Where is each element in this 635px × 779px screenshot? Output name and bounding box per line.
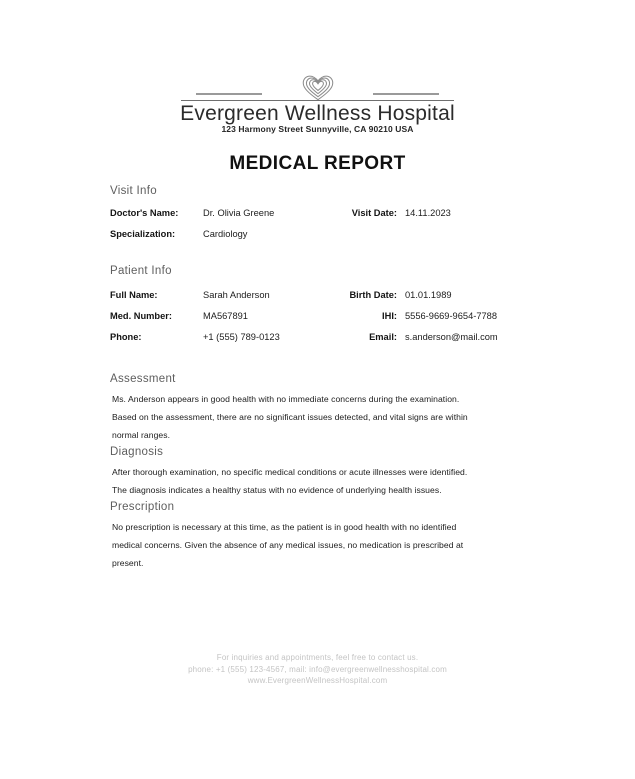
heart-icon [300,74,336,102]
assessment-text-line-2: Based on the assessment, there are no significant issues detected, and vital signs are within [112,412,468,422]
email-label: Email: [369,332,397,342]
ihi-label: IHI: [382,311,397,321]
hospital-address: 123 Harmony Street Sunnyville, CA 90210 USA [221,124,414,134]
visit-date-value: 14.11.2023 [405,208,451,218]
phone-value: +1 (555) 789-0123 [203,332,280,342]
assessment-text-line-3: normal ranges. [112,430,171,440]
doctor-name-label: Doctor's Name: [110,208,179,218]
field-row-email [0,332,635,346]
assessment-text-line-1: Ms. Anderson appears in good health with no immediate concerns during the examination. [112,394,460,404]
full-name-label: Full Name: [110,290,158,300]
footer-website: www.EvergreenWellnessHospital.com [247,676,388,685]
hospital-name: Evergreen Wellness Hospital [180,102,455,125]
section-heading-assessment: Assessment [110,373,176,385]
diagnosis-text-line-1: After thorough examination, no specific medical conditions or acute illnesses were identified. [112,467,468,477]
header-divider [181,100,454,101]
prescription-text-line-1: No prescription is necessary at this time, as the patient is in good health with no identified [112,522,457,532]
specialization-value: Cardiology [203,229,248,239]
section-heading-patient-info: Patient Info [110,265,172,277]
logo-flourish-right [373,93,439,95]
doctor-name-value: Dr. Olivia Greene [203,208,275,218]
field-row-specialization [0,229,635,243]
section-heading-visit-info: Visit Info [110,185,157,197]
prescription-text-line-2: medical concerns. Given the absence of any medical issues, no medication is prescribed at [112,540,464,550]
prescription-text-line-3: present. [112,558,144,568]
visit-date-label: Visit Date: [351,208,397,218]
page-title: MEDICAL REPORT [229,153,406,174]
section-heading-diagnosis: Diagnosis [110,446,164,458]
section-heading-prescription: Prescription [110,501,175,513]
full-name-value: Sarah Anderson [203,290,270,300]
field-row-ihi [0,311,635,325]
diagnosis-text-line-2: The diagnosis indicates a healthy status with no evidence of underlying health issues. [112,485,442,495]
phone-label: Phone: [110,332,142,342]
med-number-value: MA567891 [203,311,248,321]
birth-date-label: Birth Date: [349,290,397,300]
med-number-label: Med. Number: [110,311,172,321]
ihi-value: 5556-9669-9654-7788 [405,311,498,321]
email-value: s.anderson@mail.com [405,332,498,342]
footer-contact-details: phone: +1 (555) 123-4567, mail: info@evergreenwellnesshospital.com [188,664,447,674]
birth-date-value: 01.01.1989 [405,290,452,300]
footer-contact-intro: For inquiries and appointments, feel free to contact us. [216,653,419,662]
field-row-visit-date [0,208,635,222]
field-row-birth-date [0,290,635,304]
document-footer [0,652,635,687]
logo-flourish-left [196,93,262,95]
specialization-label: Specialization: [110,229,176,239]
